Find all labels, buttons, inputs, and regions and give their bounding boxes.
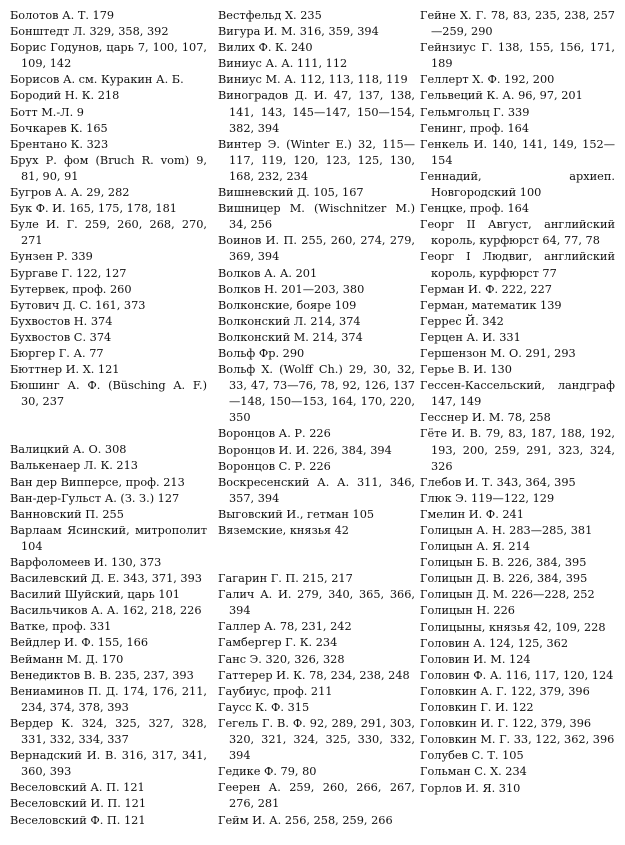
index-entry: Гейм И. А. 256, 258, 259, 266 [218, 813, 393, 827]
index-entry: Бюргер Г. А. 77 [10, 346, 104, 360]
index-entry: Гаубиус, проф. 211 [218, 684, 333, 698]
index-entry: Генкель И. 140, 141, 149, 152—154 [420, 137, 615, 167]
index-entry: Виниус А. А. 111, 112 [218, 57, 348, 71]
index-entry: Вилих Ф. К. 240 [218, 41, 313, 55]
index-entry: Венедиктов В. В. 235, 237, 393 [10, 668, 194, 682]
index-entry: Головкин М. Г. 33, 122, 362, 396 [420, 733, 615, 747]
letter-section-gap [10, 410, 207, 442]
index-entry: Веселовский И. П. 121 [10, 797, 147, 811]
index-entry: Воскресенский А. А. 311, 346, 357, 394 [218, 475, 415, 505]
index-entry: Вяземские, князья 42 [218, 524, 349, 537]
index-entry: Волконский Л. 214, 374 [218, 314, 361, 328]
index-entry: Голицын Н. 226 [420, 604, 515, 618]
index-entry: Гельмгольц Г. 339 [420, 105, 530, 119]
index-entry: Вестфельд Х. 235 [218, 9, 322, 22]
index-entry: Брух Р. фом (Bruch R. vom) 9, 81, 90, 91 [10, 153, 207, 183]
index-entry: Гагарин Г. П. 215, 217 [218, 572, 353, 586]
index-entry: Гедике Ф. 79, 80 [218, 765, 317, 779]
index-entry: Бухвостов Н. 374 [10, 314, 113, 328]
index-entry: Вениаминов П. Д. 174, 176, 211, 234, 374, 378, 393 [10, 684, 207, 714]
index-entry: Выговский И., гетман 105 [218, 507, 375, 521]
index-entry: Гольман С. Х. 234 [420, 765, 527, 779]
index-entry: Вигура И. М. 316, 359, 394 [218, 25, 379, 39]
index-entry: Гёте И. В. 79, 83, 187, 188, 192, 193, 200, 259, 291, 323, 324, 326 [420, 427, 615, 473]
index-entry: Генинг, проф. 164 [420, 121, 530, 135]
index-entry: Гесснер И. М. 78, 258 [420, 411, 551, 425]
index-entry: Головин И. М. 124 [420, 652, 531, 666]
index-entry: Ван дер Випперсе, проф. 213 [10, 475, 185, 489]
index-entry: Головин Ф. А. 116, 117, 120, 124 [420, 668, 614, 682]
index-entry: Василий Шуйский, царь 101 [10, 588, 180, 602]
index-entry: Бугров А. А. 29, 282 [10, 186, 130, 200]
index-entry: Воронцов И. И. 226, 384, 394 [218, 443, 392, 457]
index-entry: Виниус М. А. 112, 113, 118, 119 [218, 73, 408, 87]
index-entry: Вишневский Д. 105, 167 [218, 186, 364, 200]
index-entry: Брентано К. 323 [10, 137, 109, 151]
index-entry: Головкин А. Г. 122, 379, 396 [420, 684, 590, 698]
index-entry: Гмелин И. Ф. 241 [420, 507, 524, 521]
index-entry: Голицын Д. М. 226—228, 252 [420, 588, 595, 602]
index-entry: Волков А. А. 201 [218, 266, 318, 280]
index-entry: Герцен А. И. 331 [420, 330, 521, 344]
index-entry: Воинов И. П. 255, 260, 274, 279, 369, 394 [218, 234, 415, 264]
index-entry: Геррес Й. 342 [420, 314, 504, 328]
index-entry: Веселовский Ф. П. 121 [10, 813, 146, 827]
index-entry: Варфоломеев И. 130, 373 [10, 556, 162, 569]
index-entry: Голицын Д. В. 226, 384, 395 [420, 572, 588, 586]
index-entry: Горлов И. Я. 310 [420, 781, 521, 795]
index-entry: Гейне Х. Г. 78, 83, 235, 238, 257—259, 290 [420, 9, 615, 39]
index-entry: Гессен-Кассельский, ландграф 147, 149 [420, 379, 615, 409]
index-entry: Буле И. Г. 259, 260, 268, 270, 271 [10, 218, 207, 248]
index-entry: Вейдлер И. Ф. 155, 166 [10, 636, 149, 650]
index-entry: Волков Н. 201—203, 380 [218, 282, 365, 296]
index-entry: Василевский Д. Е. 343, 371, 393 [10, 572, 202, 586]
index-entry: Головин А. 124, 125, 362 [420, 636, 569, 650]
letter-section-gap [218, 539, 415, 571]
index-entry: Голицын Б. В. 226, 384, 395 [420, 556, 587, 570]
index-entry: Вердер К. 324, 325, 327, 328, 331, 332, 334, 337 [10, 716, 207, 747]
index-entry: Геерен А. 259, 260, 266, 267, 276, 281 [218, 781, 415, 811]
index-column-1 [10, 8, 207, 845]
index-entry: Глебов И. Т. 343, 364, 395 [420, 475, 576, 489]
index-entry: Винтер Э. (Winter E.) 32, 115—117, 119, 120, 123, 125, 130, 168, 232, 234 [218, 137, 415, 183]
index-entry: Глюк Э. 119—122, 129 [420, 491, 555, 505]
index-entry: Гамбергер Г. К. 234 [218, 636, 338, 650]
index-entry: Гельвеций К. А. 96, 97, 201 [420, 89, 583, 103]
index-entry: Веселовский А. П. 121 [10, 781, 145, 795]
index-entry: Воронцов С. Р. 226 [218, 459, 331, 473]
index-entry: Ван-дер-Гульст А. (З. З.) 127 [10, 491, 180, 505]
index-entry: Виноградов Д. И. 47, 137, 138, 141, 143, 145—147, 150—154, 382, 394 [218, 89, 415, 135]
index-entry: Геллерт Х. Ф. 192, 200 [420, 73, 555, 87]
index-entry: Бородий Н. К. 218 [10, 89, 120, 103]
index-entry: Герман И. Ф. 222, 227 [420, 282, 552, 296]
index-entry: Ботт М.-Л. 9 [10, 105, 84, 119]
index-entry: Бухвостов С. 374 [10, 330, 112, 344]
index-entry: Гаусс К. Ф. 315 [218, 700, 310, 714]
index-entry: Борисов А. см. Куракин А. Б. [10, 73, 184, 87]
index-entry: Головкин И. Г. 122, 379, 396 [420, 717, 592, 731]
index-entry: Генцке, проф. 164 [420, 202, 530, 216]
index-entry: Вишницер М. (Wischnitzer M.) 34, 256 [218, 202, 415, 232]
index-entry: Гегель Г. В. Ф. 92, 289, 291, 303, 320, 321, 324, 325, 330, 332, 394 [218, 716, 415, 763]
index-entry: Вейманн М. Д. 170 [10, 652, 124, 666]
index-entry: Головкин Г. И. 122 [420, 701, 534, 715]
index-entry: Голицыны, князья 42, 109, 228 [420, 620, 606, 634]
index-entry: Гейнзиус Г. 138, 155, 156, 171, 189 [420, 41, 615, 71]
index-entry: Бутович Д. С. 161, 373 [10, 298, 146, 312]
index-entry: Валицкий А. О. 308 [10, 443, 127, 457]
index-entry: Бутервек, проф. 260 [10, 282, 132, 296]
index-entry: Ванновский П. 255 [10, 507, 124, 521]
index-entry: Бунзен Р. 339 [10, 250, 93, 264]
index-entry: Ганс Э. 320, 326, 328 [218, 652, 345, 666]
index-entry: Волконские, бояре 109 [218, 298, 357, 312]
index-entry: Геннадий, архиеп. Новгородский 100 [420, 169, 615, 200]
index-entry: Бонштедт Л. 329, 358, 392 [10, 25, 169, 39]
index-entry: Ватке, проф. 331 [10, 620, 112, 634]
index-entry: Голицын А. Н. 283—285, 381 [420, 524, 593, 537]
index-entry: Герман, математик 139 [420, 298, 562, 312]
index-entry: Бюшинг А. Ф. (Büsching A. F.) 30, 237 [10, 379, 207, 409]
index-entry: Болотов А. Т. 179 [10, 9, 115, 22]
index-entry: Галлер А. 78, 231, 242 [218, 620, 352, 634]
index-column-2 [218, 8, 415, 845]
index-entry: Вольф Фр. 290 [218, 346, 305, 360]
index-entry: Герье В. И. 130 [420, 363, 512, 377]
index-entry: Воронцов А. Р. 226 [218, 427, 331, 441]
index-entry: Георг I Людвиг, английский король, курфюрст 77 [420, 250, 615, 280]
index-entry: Бюттнер И. Х. 121 [10, 363, 120, 377]
index-column-3 [420, 8, 615, 845]
index-entry: Варлаам Ясинский, митрополит 104 [10, 523, 207, 553]
index-entry: Голубев С. Т. 105 [420, 749, 524, 763]
index-entry: Борис Годунов, царь 7, 100, 107, 109, 142 [10, 41, 207, 71]
index-entry: Бочкарев К. 165 [10, 121, 108, 135]
index-entry: Бургаве Г. 122, 127 [10, 266, 127, 280]
index-entry: Бук Ф. И. 165, 175, 178, 181 [10, 202, 177, 216]
index-entry: Вернадский И. В. 316, 317, 341, 360, 393 [10, 749, 207, 779]
index-entry: Гаттерер И. К. 78, 234, 238, 248 [218, 668, 410, 682]
index-entry: Георг II Август, английский король, курфюрст 64, 77, 78 [420, 218, 615, 248]
index-entry: Галич А. И. 279, 340, 365, 366, 394 [218, 588, 415, 618]
index-entry: Волконский М. 214, 374 [218, 330, 363, 344]
index-entry: Голицын А. Я. 214 [420, 540, 530, 554]
index-entry: Васильчиков А. А. 162, 218, 226 [10, 604, 202, 618]
index-entry: Вольф Х. (Wolff Ch.) 29, 30, 32, 33, 47, 73—76, 78, 92, 126, 137—148, 150—153, 164, 170, 220, 350 [218, 363, 415, 425]
index-entry: Гершензон М. О. 291, 293 [420, 346, 576, 360]
index-entry: Валькенаер Л. К. 213 [10, 459, 138, 473]
